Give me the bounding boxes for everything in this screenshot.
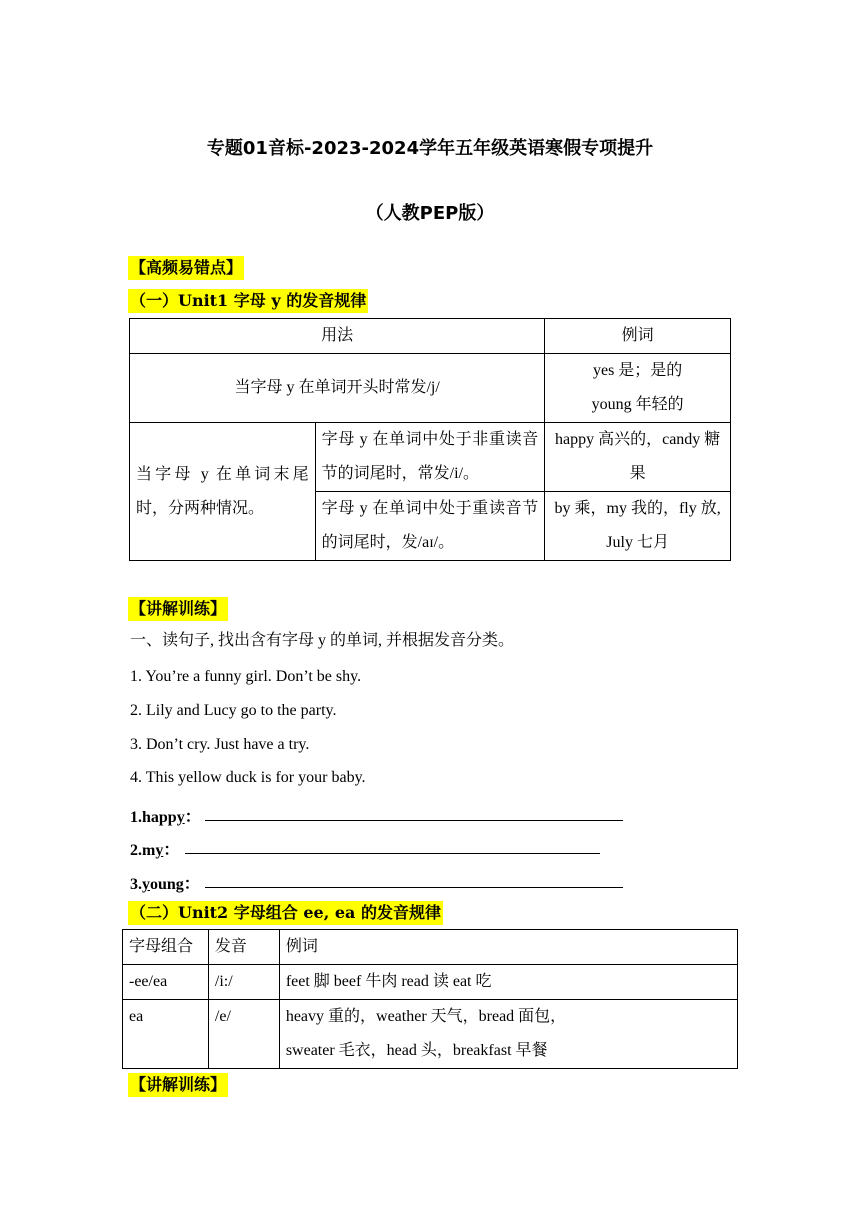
table2-examples-short-e (279, 1000, 737, 1069)
sentence-3: 3. Don’t cry. Just have a try. (130, 736, 310, 753)
sentence-2: 2. Lily and Lucy go to the party. (130, 702, 337, 719)
table2-sound-long-i: /i:/ (208, 965, 279, 1000)
section-label-practice: 【讲解训练】 (128, 597, 228, 621)
page-title: 专题01音标-2023-2024学年五年级英语寒假专项提升 (206, 138, 654, 159)
table2-header-sound: 发音 (208, 930, 279, 965)
table1-examples-unstressed: happy 高兴的，candy 糖果 (545, 423, 731, 492)
unit1-rules-table (129, 318, 731, 561)
table2-header-examples: 例词 (279, 930, 737, 965)
table1-examples-start (545, 354, 731, 423)
table2-combo-ea: ea (123, 1000, 209, 1069)
page-subtitle: （人教PEP版） (365, 203, 495, 224)
answer-line-my[interactable] (185, 853, 600, 854)
table2-sound-short-e: /e/ (208, 1000, 279, 1069)
section-heading-unit2: （二）Unit2 字母组合 ee, ea 的发音规律 (128, 901, 443, 925)
answer-label-happy: 1.happy： (130, 809, 201, 826)
section-label-practice-2: 【讲解训练】 (128, 1073, 228, 1097)
table1-case-stressed: 字母 y 在单词中处于重读音节的词尾时，发/aɪ/。 (315, 492, 545, 561)
section-heading-unit1: （一）Unit1 字母 y 的发音规律 (128, 289, 368, 313)
answer-line-happy[interactable] (205, 820, 623, 821)
table1-header-usage: 用法 (130, 319, 545, 354)
table2-header-combo: 字母组合 (123, 930, 209, 965)
answer-label-young: 3.young： (130, 876, 200, 893)
unit2-rules-table (122, 929, 738, 1069)
table1-usage-end: 当字母 y 在单词末尾时，分两种情况。 (130, 423, 316, 561)
table2-examples-long-i: feet 脚 beef 牛肉 read 读 eat 吃 (279, 965, 737, 1000)
table2-combo-ee: -ee/ea (123, 965, 209, 1000)
exercise-instruction: 一、读句子, 找出含有字母 y 的单词, 并根据发音分类。 (130, 632, 515, 649)
sentence-1: 1. You’re a funny girl. Don’t be shy. (130, 668, 362, 685)
sentence-4: 4. This yellow duck is for your baby. (130, 769, 366, 786)
example-young: young 年轻的 (591, 396, 684, 413)
answer-label-my: 2.my： (130, 842, 180, 859)
examples-line-1: heavy 重的，weather 天气，bread 面包， (285, 1008, 567, 1025)
table1-case-unstressed: 字母 y 在单词中处于非重读音节的词尾时，常发/i/。 (315, 423, 545, 492)
table1-usage-start: 当字母 y 在单词开头时常发/j/ (130, 354, 545, 423)
table1-examples-stressed: by 乘，my 我的，fly 放, July 七月 (545, 492, 731, 561)
examples-line-2: sweater 毛衣，head 头，breakfast 早餐 (285, 1042, 548, 1059)
answer-line-young[interactable] (205, 887, 623, 888)
example-yes: yes 是；是的 (592, 362, 683, 379)
table1-header-examples: 例词 (545, 319, 731, 354)
section-label-errors: 【高频易错点】 (128, 256, 244, 280)
